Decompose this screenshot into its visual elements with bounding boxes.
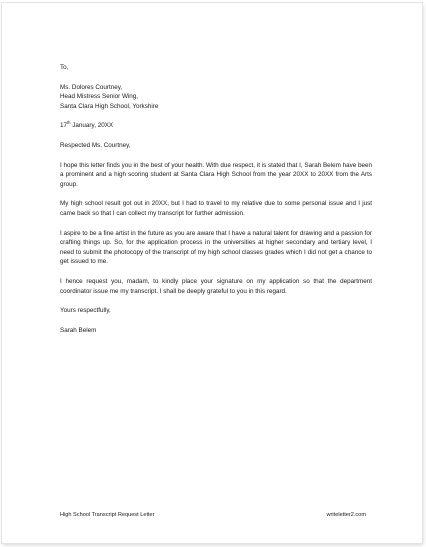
to-line: To, xyxy=(60,64,69,71)
paragraph-4: I hence request you, madam, to kindly place your signature on my application so that the department coordinator issue me my transcript. I shall be deeply grateful to you in this regard. xyxy=(60,277,372,295)
letter-body xyxy=(60,63,372,345)
footer-website: writeletter2.com xyxy=(326,512,366,518)
paragraph-2: My high school result got out in 20XX, but I had to travel to my relative due to some personal issue and I just came back so that I can collect my transcript for further admission. xyxy=(60,200,372,217)
date-rest: January, 20XX xyxy=(70,122,114,130)
letter-page xyxy=(2,3,422,543)
greeting: Respected Ms. Courtney, xyxy=(60,141,131,149)
recipient-title: Head Mistress Senior Wing, xyxy=(60,93,139,101)
recipient-name: Ms. Dolores Courtney, xyxy=(60,83,123,91)
date-day: 17 xyxy=(60,122,68,130)
recipient-school: Santa Clara High School, Yorkshire xyxy=(60,102,159,110)
paragraph-1: I hope this letter finds you in the best of your health. With due respect, it is stated that I, Sarah Belem have been a prominent and a high scoring student at Santa Clara High School from the year 20XX to 20XX from the Arts group. xyxy=(60,161,372,188)
paragraph-3: I aspire to be a fine artist in the future as you are aware that I have a natural talent for drawing and a passion for crafting things up. So, for the application process in the universities at higher secondary and tertiary level, I need to submit the photocopy of the transcript of my high school classes grades which I did not get a chance to get issued to me. xyxy=(60,229,372,266)
date-suffix: th xyxy=(67,120,71,126)
letter-date xyxy=(60,121,372,131)
recipient-address xyxy=(60,83,372,112)
footer-title: High School Transcript Request Letter xyxy=(60,512,155,518)
signature-name: Sarah Belem xyxy=(60,326,97,334)
closing: Yours respectfully, xyxy=(60,307,111,315)
